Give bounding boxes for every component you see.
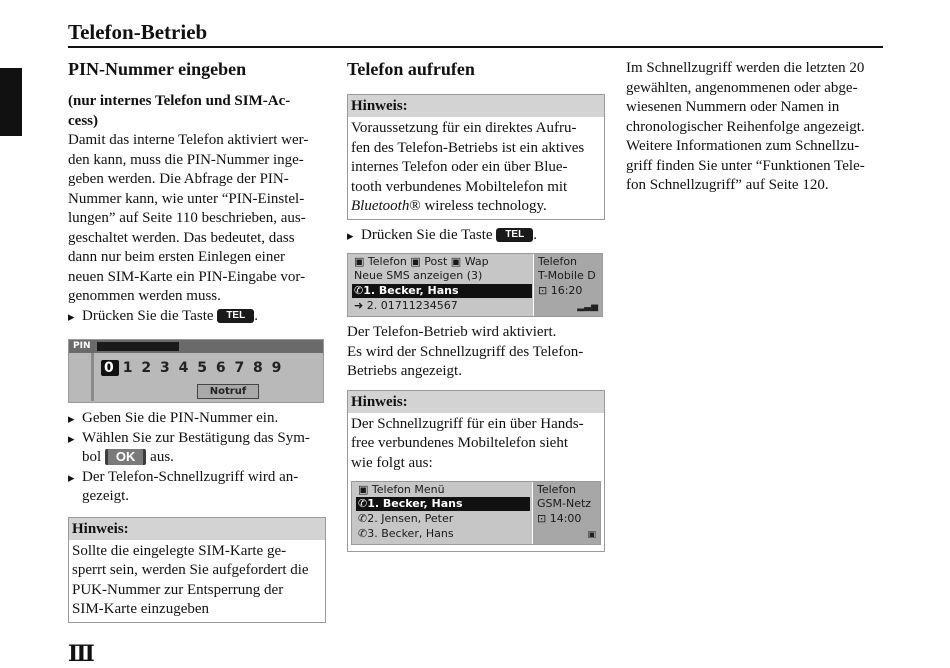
tel-key-icon: TEL bbox=[217, 309, 254, 323]
selected-digit: 0 bbox=[101, 360, 119, 376]
note-line: fen des Telefon-Betriebs ist ein aktives bbox=[351, 139, 585, 156]
body-line: geschaltet werden. Das bedeutet, dass bbox=[68, 229, 295, 246]
note-line-rest: ® wireless technology. bbox=[409, 198, 547, 214]
chapter-tab-marker bbox=[0, 68, 22, 136]
note-box-bluetooth bbox=[347, 94, 605, 220]
bluetooth-italic: Bluetooth bbox=[351, 198, 410, 214]
ok-key-icon: OK bbox=[105, 449, 147, 465]
step-press-tel: ▸ Drücken Sie die Taste TEL . bbox=[347, 226, 605, 246]
sms-row: Neue SMS anzeigen (3) bbox=[354, 269, 483, 282]
step-text: Der Telefon-Schnellzugriff wird an- bbox=[82, 468, 299, 485]
digit-list: 1 2 3 4 5 6 7 8 9 bbox=[122, 360, 284, 376]
note-box-puk bbox=[68, 517, 326, 623]
body-line: Weitere Informationen zum Schnellzu- bbox=[626, 138, 860, 154]
section-heading-pin: PIN-Nummer eingeben bbox=[68, 59, 247, 79]
handsfree-quick-access-screen bbox=[351, 481, 601, 545]
pin-entry-screen bbox=[68, 339, 324, 403]
clock: ⊡ 16:20 bbox=[538, 284, 583, 297]
note-body bbox=[348, 413, 604, 552]
step-quick-access bbox=[68, 468, 326, 507]
note-line: Voraussetzung für ein direktes Aufru- bbox=[351, 120, 577, 136]
column-telefon-aufrufen bbox=[347, 56, 605, 552]
note-body bbox=[348, 117, 604, 219]
note-line bbox=[351, 197, 601, 217]
note-line: internes Telefon oder ein über Blue- bbox=[351, 159, 568, 175]
body-line: den kann, muss die PIN-Nummer inge- bbox=[68, 151, 304, 168]
note-line: tooth verbundenes Mobiltelefon mit bbox=[351, 178, 568, 195]
network-name: GSM-Netz bbox=[537, 497, 592, 510]
network-name: T-Mobile D bbox=[538, 269, 596, 282]
note-title: Hinweis: bbox=[348, 391, 604, 413]
body-line: genommen werden muss. bbox=[68, 288, 221, 304]
body-line: lungen” auf Seite 110 beschrieben, aus- bbox=[68, 210, 306, 226]
body-line: geben werden. Die Abfrage der PIN- bbox=[68, 171, 289, 187]
status-label: Telefon bbox=[538, 255, 578, 268]
section-heading-telefon: Telefon aufrufen bbox=[347, 59, 475, 79]
pin-mask-blocks bbox=[97, 342, 179, 351]
phone-quick-access-screen bbox=[347, 253, 603, 317]
step-press-tel: ▸ Drücken Sie die Taste TEL . bbox=[68, 307, 326, 327]
body-line: wiesenen Nummern oder Namen in bbox=[626, 99, 840, 115]
note-body bbox=[69, 540, 325, 622]
battery-icon: ▣ bbox=[587, 530, 596, 540]
note-line: wie folgt aus: bbox=[351, 454, 433, 471]
note-line: sperrt sein, werden Sie aufgefordert die bbox=[72, 562, 309, 578]
body-line: Im Schnellzugriff werden die letzten 20 bbox=[626, 60, 865, 76]
clock: ⊡ 14:00 bbox=[537, 512, 582, 525]
step-text: Wählen Sie zur Bestätigung das Sym- bbox=[82, 429, 310, 446]
body-line: neuen SIM-Karte ein PIN-Eingabe vor- bbox=[68, 268, 306, 285]
pin-digit-row bbox=[101, 360, 283, 376]
signal-strength-icon: ▂▃▅ bbox=[577, 302, 598, 312]
body-line: fon Schnellzugriff” auf Seite 120. bbox=[626, 177, 829, 193]
pin-bar-label: PIN bbox=[73, 341, 91, 351]
body-line: Es wird der Schnellzugriff des Telefon- bbox=[347, 343, 584, 360]
body-line: Damit das interne Telefon aktiviert wer- bbox=[68, 132, 309, 148]
note-title: Hinweis: bbox=[348, 95, 604, 117]
note-line: Sollte die eingelegte SIM-Karte ge- bbox=[72, 542, 287, 559]
body-line: chronologischer Reihenfolge angezeigt. bbox=[626, 118, 865, 135]
footer-page-mark: Ⅲ bbox=[68, 641, 95, 666]
step-text: aus. bbox=[150, 449, 174, 465]
note-line: Der Schnellzugriff für ein über Hands- bbox=[351, 415, 584, 432]
notruf-button: Notruf bbox=[197, 384, 259, 399]
screen-list-panel bbox=[348, 254, 533, 316]
menu-row: ▣ Telefon Menü bbox=[358, 483, 445, 496]
subheading-line: cess) bbox=[68, 112, 98, 129]
note-line: SIM-Karte einzugeben bbox=[72, 601, 210, 617]
screen-status-panel bbox=[534, 254, 602, 316]
column-schnellzugriff-info bbox=[626, 59, 883, 196]
column-pin-eingeben bbox=[68, 56, 326, 623]
contact-row: ➜ 2. 01711234567 bbox=[354, 299, 458, 312]
screen-list-panel bbox=[352, 482, 532, 544]
body-line: griff finden Sie unter “Funktionen Tele- bbox=[626, 157, 865, 174]
status-label: Telefon bbox=[537, 483, 577, 496]
subheading-line: (nur internes Telefon und SIM-Ac- bbox=[68, 93, 291, 109]
note-line: free verbundenes Mobiltelefon sieht bbox=[351, 435, 569, 451]
note-box-handsfree bbox=[347, 390, 605, 553]
contact-row-selected: ✆1. Becker, Hans bbox=[352, 284, 532, 298]
step-text: Drücken Sie die Taste bbox=[361, 226, 493, 243]
note-title: Hinweis: bbox=[69, 518, 325, 540]
body-line: Der Telefon-Betrieb wird aktiviert. bbox=[347, 324, 557, 340]
step-confirm-ok bbox=[68, 429, 326, 468]
pin-frame-divider bbox=[91, 353, 94, 401]
contact-row-selected: ✆1. Becker, Hans bbox=[356, 497, 530, 511]
menu-row: ▣ Telefon ▣ Post ▣ Wap bbox=[354, 255, 489, 268]
step-text: Drücken Sie die Taste bbox=[82, 307, 214, 324]
step-text: bol bbox=[82, 449, 102, 465]
contact-row: ✆3. Becker, Hans bbox=[358, 527, 454, 540]
tel-key-icon: TEL bbox=[496, 228, 533, 242]
note-line: PUK-Nummer zur Entsperrung der bbox=[72, 581, 284, 598]
contact-row: ✆2. Jensen, Peter bbox=[358, 512, 454, 525]
body-line: gewählten, angenommenen oder abge- bbox=[626, 79, 858, 96]
body-line: Betriebs angezeigt. bbox=[347, 363, 462, 379]
step-enter-pin: ▸ Geben Sie die PIN-Nummer ein. bbox=[68, 409, 326, 429]
page-title: Telefon-Betrieb bbox=[68, 20, 883, 48]
pin-input-bar bbox=[69, 340, 323, 353]
step-text: gezeigt. bbox=[82, 488, 130, 504]
body-line: dann nur beim ersten Einlegen einer bbox=[68, 249, 286, 265]
body-line: Nummer kann, wie unter “PIN-Einstel- bbox=[68, 190, 305, 207]
screen-status-panel bbox=[533, 482, 600, 544]
